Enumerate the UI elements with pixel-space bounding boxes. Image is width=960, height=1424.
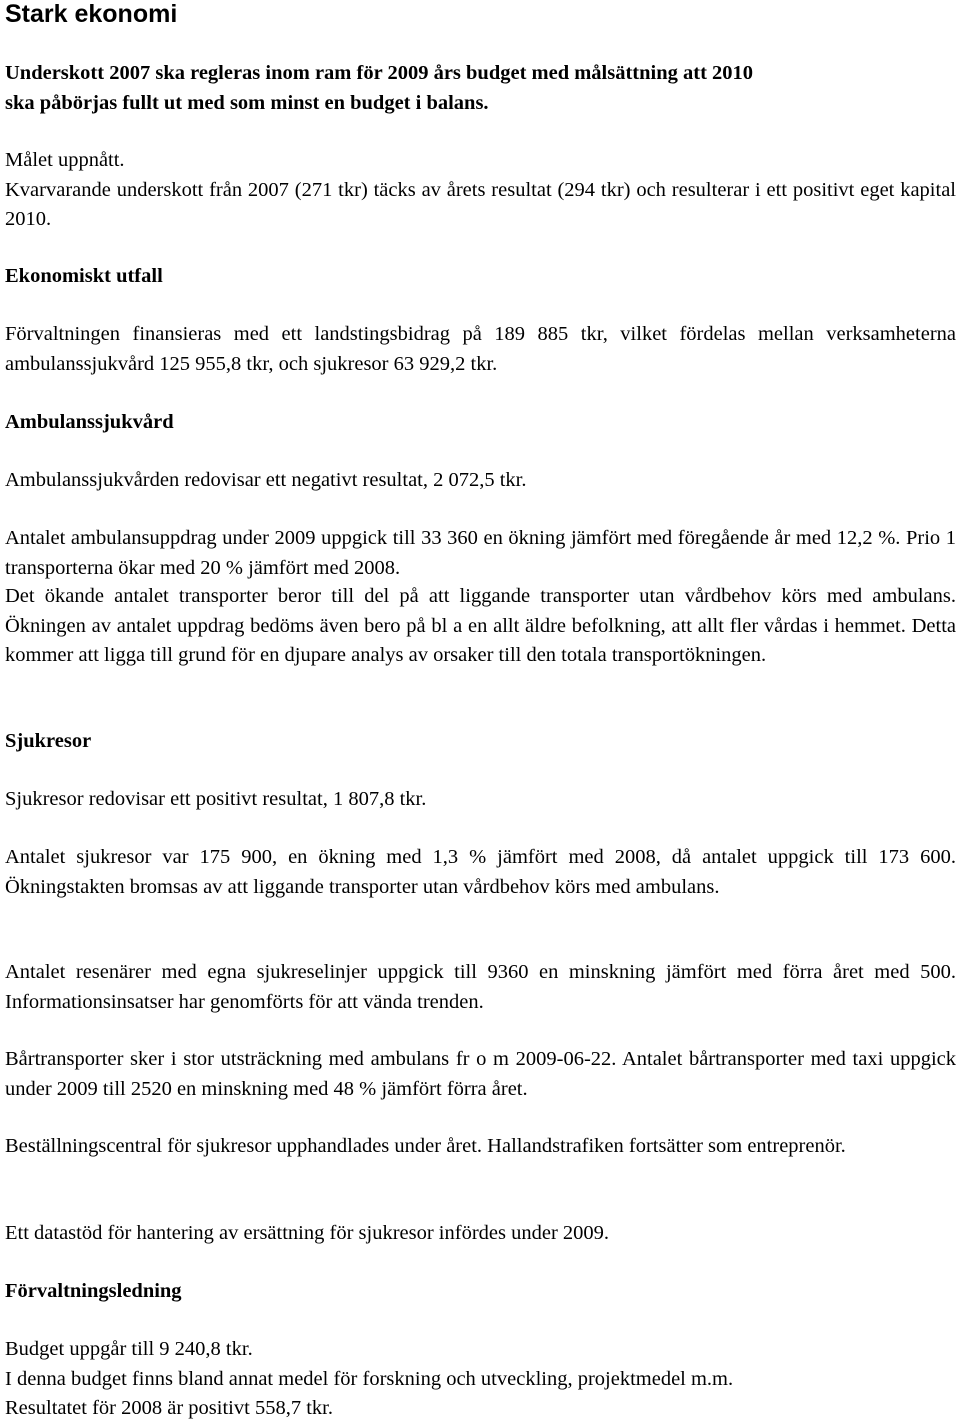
ekonomiskt-utfall-text: Förvaltningen finansieras med ett landstingsbidrag på 189 885 tkr, vilket fördelas mellan verksamheterna ambulanssjukvård 125 955,8 tkr, och sjukresor 63 929,2 tkr.	[5, 323, 956, 375]
ledning-medel: I denna budget finns bland annat medel för forskning och utveckling, projektmedel m.m.	[5, 1367, 734, 1390]
ambulans-result: Ambulanssjukvården redovisar ett negativt resultat, 2 072,5 tkr.	[5, 469, 527, 491]
ledning-resultat: Resultatet för 2008 är positivt 558,7 tkr.	[5, 1397, 333, 1419]
sjukresor-own-lines: Antalet resenärer med egna sjukreselinjer uppgick till 9360 en minskning jämfört med förra året med 500. Informationsinsatser har genomförts för att vända trenden.	[5, 961, 956, 1013]
ambulans-assignments: Antalet ambulansuppdrag under 2009 uppgick till 33 360 en ökning jämfört med föregående år med 12,2 %. Prio 1 transporterna ökar med 20 % jämfört med 2008.	[5, 527, 956, 579]
heading-ambulanssjukvard: Ambulanssjukvård	[5, 411, 174, 433]
sjukresor-result: Sjukresor redovisar ett positivt resultat, 1 807,8 tkr.	[5, 788, 427, 810]
status-block	[5, 146, 956, 235]
sjukresor-datastod: Ett datastöd för hantering av ersättning för sjukresor infördes under 2009.	[5, 1222, 610, 1244]
goal-line-1: Underskott 2007 ska regleras inom ram för 2009 års budget med målsättning att 2010	[5, 62, 754, 84]
page-title: Stark ekonomi	[5, 0, 178, 28]
ambulans-analysis: Det ökande antalet transporter beror till del på att liggande transporter utan vårdbehov körs med ambulans. Ökningen av antalet uppdrag bedöms även bero på bl a en allt äldre befolkning, att allt fler vårdas i hemmet. Detta kommer att ligga till grund för en djupare analys av orsaker till den totala transportökningen.	[5, 585, 956, 666]
sjukresor-count: Antalet sjukresor var 175 900, en ökning med 1,3 % jämfört med 2008, då antalet uppgick till 173 600. Ökningstakten bromsas av att liggande transporter utan vårdbehov körs med ambulans.	[5, 846, 956, 898]
status-detail: Kvarvarande underskott från 2007 (271 tkr) täcks av årets resultat (294 tkr) och resulterar i ett positivt eget kapital 2010.	[5, 178, 956, 230]
heading-ekonomiskt-utfall: Ekonomiskt utfall	[5, 265, 163, 287]
ledning-budget: Budget uppgår till 9 240,8 tkr.	[5, 1338, 253, 1360]
heading-sjukresor: Sjukresor	[5, 730, 92, 752]
heading-forvaltningsledning: Förvaltningsledning	[5, 1280, 182, 1302]
ledning-block	[5, 1335, 956, 1424]
status-achieved: Målet uppnått.	[5, 149, 125, 171]
sjukresor-bestallningscentral: Beställningscentral för sjukresor upphandlades under året. Hallandstrafiken fortsätter som entreprenör.	[5, 1135, 846, 1157]
goal-line-2: ska påbörjas fullt ut med som minst en budget i balans.	[5, 91, 489, 114]
sjukresor-bartransporter: Bårtransporter sker i stor utsträckning med ambulans fr o m 2009-06-22. Antalet bårtransporter med taxi uppgick under 2009 till 2520 en minskning med 48 % jämfört förra året.	[5, 1048, 956, 1100]
goal-statement	[5, 59, 956, 118]
